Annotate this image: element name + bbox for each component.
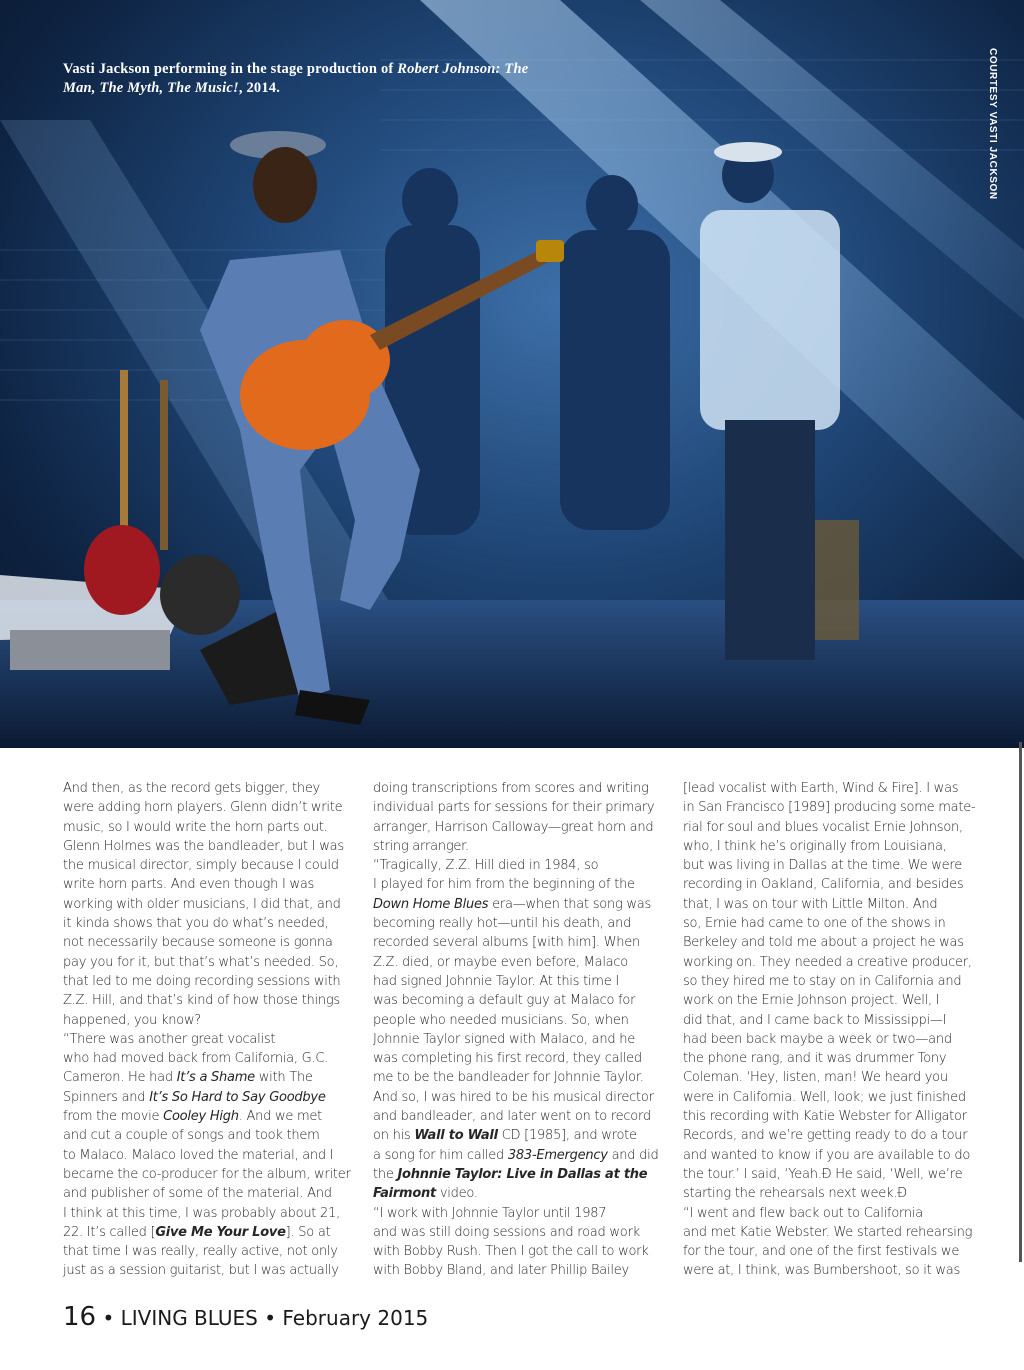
text-run: but was living in Dallas at the time. We were bbox=[683, 858, 962, 874]
text-run: for the tour, and one of the first festivals we bbox=[683, 1244, 960, 1260]
text-line bbox=[683, 1068, 958, 1087]
text-run: recorded several albums [with him]. When bbox=[373, 935, 641, 951]
text-line bbox=[63, 1184, 338, 1203]
text-run: so, Ernie had came to one of the shows in bbox=[683, 916, 946, 932]
text-line bbox=[683, 875, 964, 894]
text-run: were at, I think, was Bumbershoot, so it was bbox=[683, 1263, 960, 1279]
page-number: 16 bbox=[63, 1302, 97, 1332]
text-run: video. bbox=[435, 1186, 478, 1202]
article-column-3 bbox=[683, 779, 976, 1281]
text-line bbox=[63, 779, 338, 798]
text-line bbox=[63, 1049, 338, 1068]
text-run: a song for him called bbox=[373, 1147, 508, 1163]
text-run: “Tragically, Z.Z. Hill died in 1984, so bbox=[373, 858, 599, 874]
text-run: CD [1985], and wrote bbox=[497, 1128, 637, 1144]
text-line bbox=[373, 933, 648, 952]
text-line bbox=[373, 972, 648, 991]
text-line bbox=[63, 875, 338, 894]
text-run: Cameron. He had bbox=[63, 1070, 177, 1086]
text-line bbox=[63, 933, 338, 952]
text-run: “There was another great vocalist bbox=[63, 1031, 276, 1047]
text-line bbox=[373, 1242, 648, 1261]
text-run: Z.Z. died, or maybe even before, Malaco bbox=[373, 954, 628, 970]
text-line bbox=[683, 1165, 963, 1184]
text-run: this recording with Katie Webster for Alligator bbox=[683, 1109, 967, 1125]
text-run: was completing his first record, they called bbox=[373, 1051, 642, 1067]
text-run: had been back maybe a week or two—and bbox=[683, 1031, 952, 1047]
text-run: and was still doing sessions and road work bbox=[373, 1224, 640, 1240]
text-line bbox=[683, 1261, 958, 1280]
text-run: it kinda shows that you do what’s needed, bbox=[63, 916, 329, 932]
text-run: doing transcriptions from scores and writing bbox=[373, 781, 649, 796]
text-line bbox=[63, 1261, 338, 1280]
text-line bbox=[373, 1146, 659, 1165]
text-line bbox=[373, 856, 648, 875]
text-line bbox=[373, 798, 655, 817]
text-line bbox=[63, 972, 341, 991]
text-line bbox=[373, 1049, 648, 1068]
text-run: I think at this time, I was probably about 21, bbox=[63, 1205, 340, 1221]
text-line bbox=[63, 1242, 338, 1261]
text-line bbox=[63, 1030, 338, 1049]
text-run: work on the Ernie Johnson project. Well, I bbox=[683, 993, 940, 1009]
text-line bbox=[683, 953, 972, 972]
text-run: that led to me doing recording sessions with bbox=[63, 973, 341, 989]
text-line bbox=[373, 1126, 648, 1145]
text-run: and bandleader, and later went on to record bbox=[373, 1109, 651, 1125]
text-line bbox=[683, 1088, 966, 1107]
text-line bbox=[683, 972, 962, 991]
text-run: arranger, Harrison Calloway—great horn and bbox=[373, 819, 654, 835]
text-line bbox=[373, 1011, 648, 1030]
text-run: were in California. Well, look; we just finished bbox=[683, 1089, 966, 1105]
text-run: string arranger. bbox=[373, 838, 469, 854]
text-line bbox=[683, 1242, 958, 1261]
text-run: the tour.’ I said, ‘Yeah.Ð He said, ‘Well, we’re bbox=[683, 1166, 963, 1182]
article-column-2 bbox=[373, 779, 659, 1281]
article-column-1 bbox=[63, 779, 351, 1281]
text-line bbox=[373, 837, 648, 856]
text-line bbox=[683, 991, 958, 1010]
text-line bbox=[63, 1165, 351, 1184]
text-run: with The bbox=[254, 1070, 313, 1086]
text-line bbox=[683, 798, 976, 817]
text-run: era—when that song was bbox=[488, 896, 652, 912]
text-run: became the co-producer for the album, writer bbox=[63, 1166, 351, 1182]
text-run: “I went and flew back out to California bbox=[683, 1205, 923, 1221]
caption-text: Vasti Jackson performing in the stage production of bbox=[63, 61, 398, 77]
text-run: and did bbox=[607, 1147, 659, 1163]
text-run: working with older musicians, I did that, and bbox=[63, 896, 341, 912]
text-line bbox=[63, 818, 338, 837]
text-line bbox=[373, 1204, 648, 1223]
bold-title: Johnnie Taylor: Live in Dallas at the bbox=[397, 1166, 648, 1182]
bold-title: Fairmont bbox=[373, 1186, 436, 1202]
text-run: I played for him from the beginning of the bbox=[373, 877, 635, 893]
text-run: and cut a couple of songs and took them bbox=[63, 1128, 320, 1144]
text-line bbox=[63, 1223, 338, 1242]
text-line bbox=[63, 991, 338, 1010]
text-run: who had moved back from California, G.C. bbox=[63, 1051, 329, 1067]
text-run: who, I think he’s originally from Louisiana, bbox=[683, 838, 947, 854]
text-line bbox=[63, 856, 338, 875]
text-line bbox=[63, 1011, 338, 1030]
text-line bbox=[373, 818, 654, 837]
photo-credit: COURTESY VASTI JACKSON bbox=[987, 48, 998, 200]
text-line bbox=[683, 1126, 968, 1145]
text-run: was becoming a default guy at Malaco for bbox=[373, 993, 636, 1009]
text-line bbox=[373, 914, 648, 933]
text-run: on his bbox=[373, 1128, 415, 1144]
text-line bbox=[63, 953, 338, 972]
text-line bbox=[373, 1261, 648, 1280]
italic-title: Down Home Blues bbox=[373, 896, 489, 912]
text-line bbox=[63, 1146, 338, 1165]
page-edge-rule bbox=[1019, 742, 1022, 1262]
text-line bbox=[683, 933, 964, 952]
text-run: becoming really hot—until his death, and bbox=[373, 916, 632, 932]
text-line bbox=[63, 837, 344, 856]
text-run: the musical director, simply because I could bbox=[63, 858, 339, 874]
text-run: to Malaco. Malaco loved the material, and I bbox=[63, 1147, 334, 1163]
italic-title: It’s So Hard to Say Goodbye bbox=[149, 1089, 326, 1105]
text-run: that time I was really, really active, not only bbox=[63, 1244, 338, 1260]
text-line bbox=[373, 875, 648, 894]
text-line bbox=[373, 1030, 648, 1049]
text-line bbox=[683, 818, 963, 837]
text-run: happened, you know? bbox=[63, 1012, 201, 1028]
text-run: And then, as the record gets bigger, they bbox=[63, 781, 321, 796]
text-line bbox=[373, 1107, 651, 1126]
text-run: Glenn Holmes was the bandleader, but I was bbox=[63, 838, 344, 854]
text-run: 22. It’s called [ bbox=[63, 1224, 156, 1240]
text-line bbox=[373, 1088, 654, 1107]
text-run: did that, and I came back to Mississippi—I bbox=[683, 1012, 947, 1028]
photo-caption bbox=[63, 60, 543, 98]
text-run: and met Katie Webster. We started rehearsing bbox=[683, 1224, 973, 1240]
text-run: just as a session guitarist, but I was actually bbox=[63, 1263, 339, 1279]
text-run: “I work with Johnnie Taylor until 1987 bbox=[373, 1205, 607, 1221]
text-line bbox=[683, 1184, 958, 1203]
italic-title: It’s a Shame bbox=[176, 1070, 255, 1086]
text-run: individual parts for sessions for their primary bbox=[373, 800, 655, 816]
text-run: not necessarily because someone is gonna bbox=[63, 935, 333, 951]
text-line bbox=[683, 1146, 971, 1165]
text-run: Records, and we’re getting ready to do a tour bbox=[683, 1128, 968, 1144]
text-run: pay you for it, but that’s what’s needed. So, bbox=[63, 954, 339, 970]
text-run: And so, I was hired to be his musical director bbox=[373, 1089, 654, 1105]
text-run: recording in Oakland, California, and besides bbox=[683, 877, 964, 893]
text-line bbox=[683, 1223, 973, 1242]
text-run: . And we met bbox=[238, 1109, 323, 1125]
text-line bbox=[683, 779, 958, 798]
text-line bbox=[373, 991, 648, 1010]
text-run: [lead vocalist with Earth, Wind & Fire]. I was bbox=[683, 781, 959, 796]
footer-publication: • LIVING BLUES • February 2015 bbox=[96, 1306, 429, 1330]
text-line bbox=[683, 1107, 967, 1126]
text-line bbox=[373, 1068, 648, 1087]
text-line bbox=[63, 895, 341, 914]
text-line bbox=[373, 1223, 648, 1242]
text-run: Johnnie Taylor signed with Malaco, and he bbox=[373, 1031, 635, 1047]
bold-title: Give Me Your Love bbox=[155, 1224, 286, 1240]
text-run: working on. They needed a creative producer, bbox=[683, 954, 972, 970]
italic-title: 383-Emergency bbox=[507, 1147, 608, 1163]
text-run: Coleman. ‘Hey, listen, man! We heard you bbox=[683, 1070, 948, 1086]
text-line bbox=[63, 1088, 338, 1107]
text-line bbox=[63, 1068, 338, 1087]
text-run: that, I was on tour with Little Milton. And bbox=[683, 896, 938, 912]
text-run: and publisher of some of the material. And bbox=[63, 1186, 332, 1202]
caption-year: , 2014. bbox=[238, 80, 281, 96]
text-line bbox=[683, 895, 958, 914]
text-run: Z.Z. Hill, and that’s kind of how those things bbox=[63, 993, 340, 1009]
text-run: Spinners and bbox=[63, 1089, 150, 1105]
text-line bbox=[373, 953, 648, 972]
text-line bbox=[63, 1204, 338, 1223]
text-line bbox=[683, 914, 958, 933]
text-run: ]. So at bbox=[285, 1224, 331, 1240]
text-line bbox=[63, 798, 343, 817]
text-line bbox=[373, 779, 648, 798]
text-run: rial for soul and blues vocalist Ernie Johnson, bbox=[683, 819, 963, 835]
text-run: starting the rehearsals next week.Ð bbox=[683, 1186, 907, 1202]
text-line bbox=[683, 837, 958, 856]
text-run: with Bobby Rush. Then I got the call to work bbox=[373, 1244, 649, 1260]
text-line bbox=[683, 1011, 958, 1030]
caption-production-title: Robert Johnson: The Man, The Myth, The Music! bbox=[63, 61, 529, 96]
bold-title: Wall to Wall bbox=[414, 1128, 498, 1144]
text-run: me to be the bandleader for Johnnie Taylor. bbox=[373, 1070, 644, 1086]
text-line bbox=[63, 914, 338, 933]
text-run: in San Francisco [1989] producing some mate- bbox=[683, 800, 976, 816]
text-run: music, so I would write the horn parts out. bbox=[63, 819, 328, 835]
text-run: had signed Johnnie Taylor. At this time I bbox=[373, 973, 619, 989]
text-line bbox=[683, 1204, 958, 1223]
text-line bbox=[63, 1107, 338, 1126]
text-run: the bbox=[373, 1166, 398, 1182]
text-line bbox=[63, 1126, 338, 1145]
text-run: Berkeley and told me about a project he was bbox=[683, 935, 964, 951]
text-line bbox=[683, 1049, 958, 1068]
text-run: were adding horn players. Glenn didn’t write bbox=[63, 800, 343, 816]
italic-title: Cooley High bbox=[163, 1109, 239, 1125]
page-footer bbox=[63, 1302, 428, 1332]
text-line bbox=[373, 1184, 648, 1203]
text-run: and wanted to know if you are available to do bbox=[683, 1147, 971, 1163]
text-run: from the movie bbox=[63, 1109, 164, 1125]
text-run: the phone rang, and it was drummer Tony bbox=[683, 1051, 947, 1067]
text-run: so they hired me to stay on in California and bbox=[683, 973, 962, 989]
text-run: with Bobby Bland, and later Phillip Bailey bbox=[373, 1263, 629, 1279]
text-run: people who needed musicians. So, when bbox=[373, 1012, 629, 1028]
text-line bbox=[373, 1165, 648, 1184]
text-line bbox=[683, 1030, 958, 1049]
text-line bbox=[683, 856, 962, 875]
text-run: write horn parts. And even though I was bbox=[63, 877, 315, 893]
text-line bbox=[373, 895, 652, 914]
